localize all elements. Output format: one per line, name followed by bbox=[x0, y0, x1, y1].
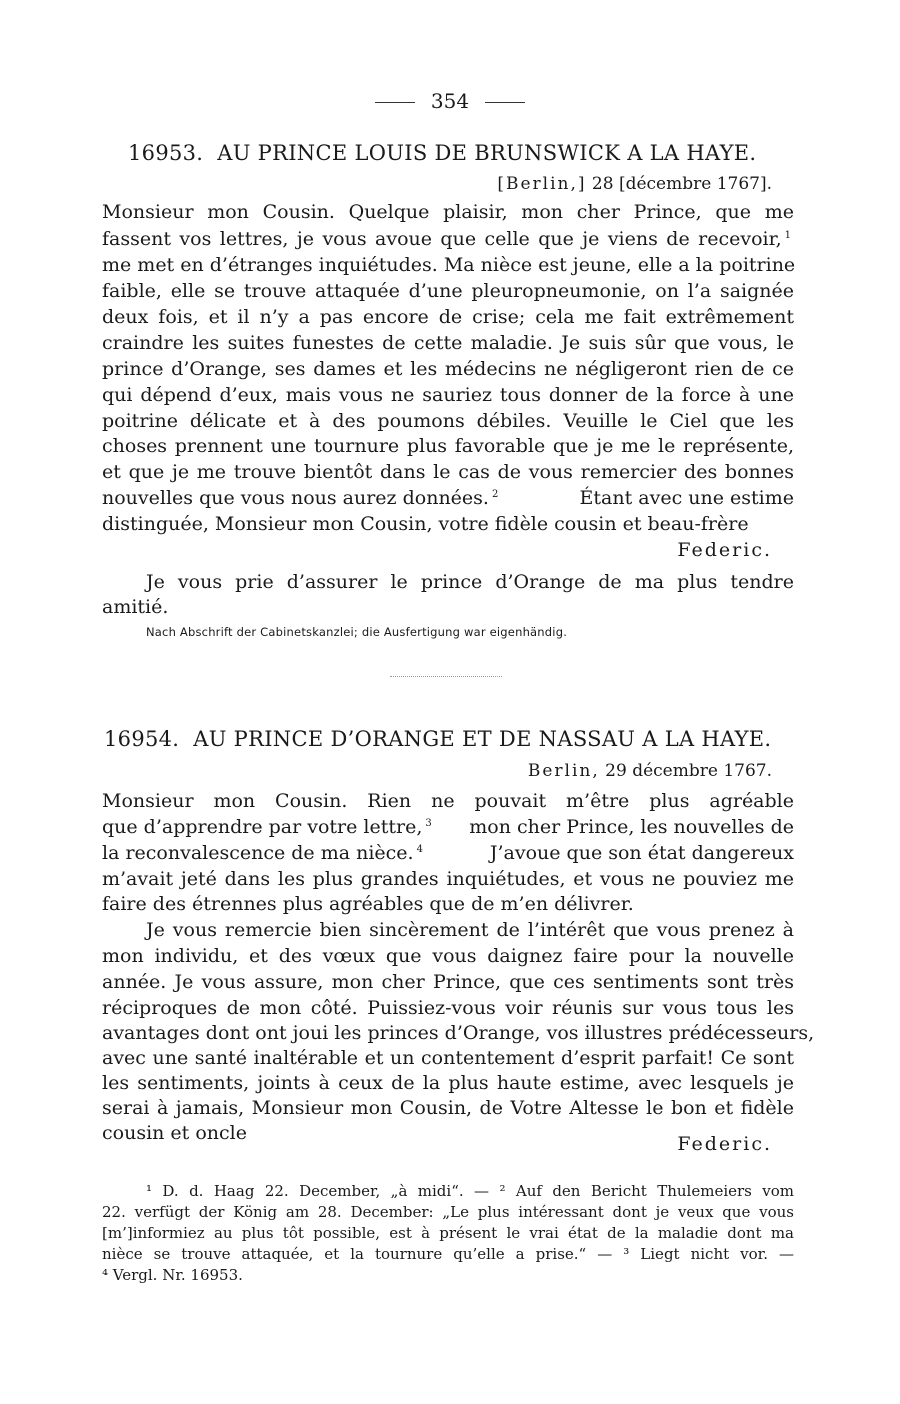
body-line: la reconvalescence de ma nièce. $^4$ bbox=[102, 842, 423, 864]
body-line: Étant avec une estime bbox=[579, 487, 794, 509]
section-divider bbox=[390, 676, 502, 677]
body-line: J’avoue que son état dangereux bbox=[489, 842, 794, 864]
body-line: fassent vos lettres, je vous avoue que celle que je viens de recevoir, $^1$ bbox=[102, 228, 791, 250]
body-line: avec une santé inaltérable et un contentement d’esprit parfait! Ce sont bbox=[102, 1047, 794, 1069]
body-line: serai à jamais, Monsieur mon Cousin, de Votre Altesse le bon et fidèle bbox=[102, 1097, 794, 1119]
body-line: Monsieur mon Cousin. Rien ne pouvait m’être plus agréable bbox=[102, 790, 794, 812]
footnote-line: ⁴ Vergl. Nr. 16953. bbox=[102, 1266, 243, 1284]
body-line: les sentiments, joints à ceux de la plus haute estime, avec lesquels je bbox=[102, 1072, 794, 1094]
body-line: mon cher Prince, les nouvelles de bbox=[469, 816, 794, 838]
body-line: poitrine délicate et à des poumons débiles. Veuille le Ciel que les bbox=[102, 410, 794, 432]
footnote-line: nièce se trouve attaquée, et la tournure qu’elle a prise.“ — ³ Liegt nicht vor. — bbox=[102, 1245, 794, 1263]
postscript-line: amitié. bbox=[102, 596, 169, 618]
letter-number: 16954. bbox=[104, 727, 180, 751]
body-line: et que je me trouve bientôt dans le cas de vous remercier des bonnes bbox=[102, 461, 794, 483]
signature: Federic. bbox=[677, 539, 772, 561]
body-line: cousin et oncle bbox=[102, 1122, 247, 1144]
body-line: deux fois, et il n’y a pas encore de crise; cela me fait extrêmement bbox=[102, 306, 794, 328]
signature: Federic. bbox=[677, 1133, 772, 1155]
body-line: avantages dont ont joui les princes d’Orange, vos illustres prédécesseurs, bbox=[102, 1022, 815, 1044]
body-line: qui dépend d’eux, mais vous ne sauriez tous donner de la force à une bbox=[102, 384, 794, 406]
body-line: choses prennent une tournure plus favorable que je me le représente, bbox=[102, 435, 794, 457]
body-line: craindre les suites funestes de cette maladie. Je suis sûr que vous, le bbox=[102, 332, 794, 354]
dash-left bbox=[375, 102, 415, 103]
letter-dateline: Berlin, 29 décembre 1767. bbox=[527, 761, 772, 781]
body-line: nouvelles que vous nous aurez données. $^2$ bbox=[102, 487, 499, 509]
letter-heading-16954 bbox=[104, 729, 771, 750]
body-line: m’avait jeté dans les plus grandes inquiétudes, et vous ne pouviez me bbox=[102, 868, 794, 890]
body-line: prince d’Orange, ses dames et les médecins ne négligeront rien de ce bbox=[102, 358, 794, 380]
letter-heading-16953 bbox=[128, 143, 756, 164]
body-line: que d’apprendre par votre lettre, $^3$ bbox=[102, 816, 432, 838]
body-line: Je vous remercie bien sincèrement de l’intérêt que vous prenez à bbox=[146, 919, 794, 941]
body-line: réciproques de mon côté. Puissiez-vous voir réunis sur vous tous les bbox=[102, 997, 794, 1019]
body-line: mon individu, et des vœux que vous daignez faire pour la nouvelle bbox=[102, 945, 794, 967]
body-line: faible, elle se trouve attaquée d’une pleuropneumonie, on l’a saignée bbox=[102, 280, 794, 302]
dash-right bbox=[485, 102, 525, 103]
footnote-mark: 4 bbox=[416, 844, 423, 855]
footnote-mark: 2 bbox=[491, 489, 499, 500]
postscript-line: Je vous prie d’assurer le prince d’Orange de ma plus tendre bbox=[146, 571, 794, 593]
footnote-mark: 1 bbox=[784, 230, 791, 241]
body-line: me met en d’étranges inquiétudes. Ma nièce est jeune, elle a la poitrine bbox=[102, 254, 796, 276]
letter-title: AU PRINCE LOUIS DE BRUNSWICK A LA HAYE. bbox=[217, 141, 757, 165]
letter-number: 16953. bbox=[128, 141, 204, 165]
letter-dateline: [Berlin,] 28 [décembre 1767]. bbox=[497, 174, 772, 194]
footnote-line: [m’]informiez au plus tôt possible, est à présent le vrai état de la maladie dont ma bbox=[102, 1224, 794, 1242]
body-line: faire des étrennes plus agréables que de m’en délivrer. bbox=[102, 893, 634, 915]
source-note: Nach Abschrift der Cabinetskanzlei; die Ausfertigung war eigenhändig. bbox=[146, 625, 568, 639]
footnote-mark: 3 bbox=[425, 818, 432, 829]
page-number: 354 bbox=[0, 91, 900, 111]
body-line: distinguée, Monsieur mon Cousin, votre fidèle cousin et beau-frère bbox=[102, 513, 749, 535]
body-line: année. Je vous assure, mon cher Prince, que ces sentiments sont très bbox=[102, 971, 794, 993]
letter-title: AU PRINCE D’ORANGE ET DE NASSAU A LA HAYE. bbox=[193, 727, 772, 751]
footnote-line: 22. verfügt der König am 28. December: „Le plus intéressant dont je veux que vous bbox=[102, 1203, 794, 1221]
footnote-line: ¹ D. d. Haag 22. December, „à midi“. — ² Auf den Bericht Thulemeiers vom bbox=[146, 1182, 794, 1200]
body-line: Monsieur mon Cousin. Quelque plaisir, mon cher Prince, que me bbox=[102, 201, 794, 223]
